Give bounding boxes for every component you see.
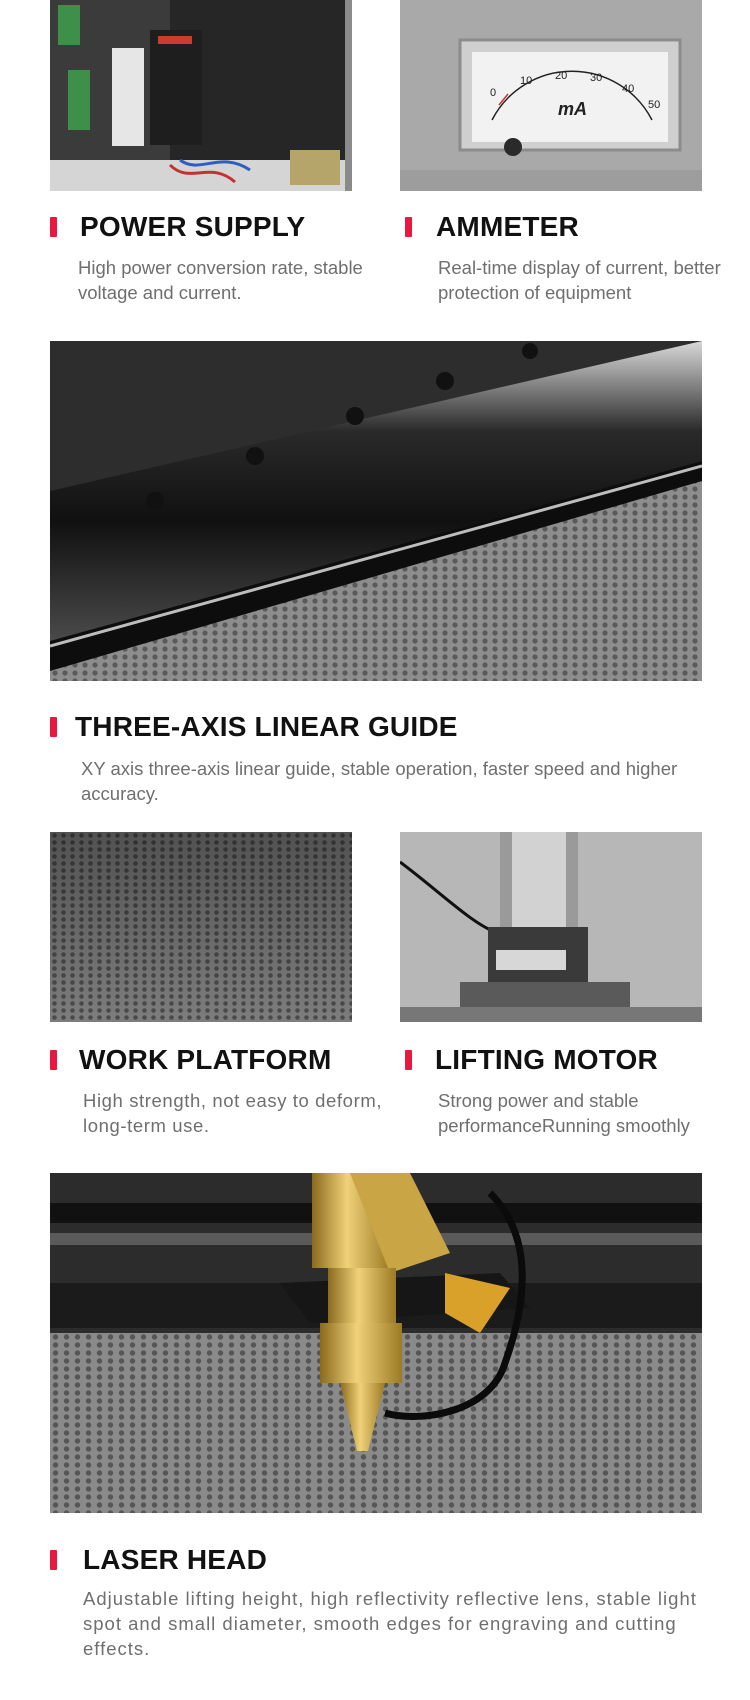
power-supply-title: POWER SUPPLY: [80, 211, 306, 242]
power-supply-photo: [50, 0, 352, 191]
laser-head-heading: [50, 1546, 267, 1574]
lifting-motor-description: Strong power and stable performanceRunning smoothly: [438, 1090, 690, 1136]
accent-bar: [50, 717, 57, 737]
accent-bar: [50, 1550, 57, 1570]
ammeter-heading: [405, 213, 579, 241]
lifting-motor-photo: [400, 832, 702, 1022]
ammeter-tick-0: 0: [490, 87, 497, 99]
lifting-motor-title: LIFTING MOTOR: [435, 1044, 658, 1075]
accent-bar: [50, 217, 57, 237]
ammeter-tick-50: 50: [648, 99, 661, 111]
power-supply-description: High power conversion rate, stable voltage and current.: [78, 257, 363, 303]
ammeter-tick-20: 20: [555, 70, 568, 82]
work-platform-title: WORK PLATFORM: [79, 1044, 332, 1075]
work-platform-photo: [50, 832, 352, 1022]
ammeter-tick-30: 30: [590, 72, 603, 84]
laser-head-photo: [50, 1173, 702, 1513]
ammeter-unit-label: mA: [558, 99, 588, 119]
ammeter-photo: [400, 0, 702, 191]
laser-head-description: Adjustable lifting height, high reflectivity reflective lens, stable light spot and small diameter, smooth edges for engraving and cutting effects.: [83, 1588, 697, 1659]
accent-bar: [405, 217, 412, 237]
lifting-motor-heading: [405, 1046, 658, 1074]
ammeter-title: AMMETER: [436, 211, 579, 242]
linear-guide-title: THREE-AXIS LINEAR GUIDE: [75, 711, 458, 742]
accent-bar: [50, 1050, 57, 1070]
work-platform-description: High strength, not easy to deform, long-term use.: [83, 1090, 383, 1136]
power-supply-heading: [50, 213, 305, 241]
linear-guide-heading: [50, 713, 458, 741]
accent-bar: [405, 1050, 412, 1070]
ammeter-tick-40: 40: [622, 83, 635, 95]
linear-guide-description: XY axis three-axis linear guide, stable operation, faster speed and higher accuracy.: [81, 758, 678, 804]
work-platform-heading: [50, 1046, 331, 1074]
ammeter-description: Real-time display of current, better protection of equipment: [438, 257, 721, 303]
linear-guide-photo: [50, 341, 702, 681]
laser-head-title: LASER HEAD: [83, 1544, 268, 1575]
ammeter-tick-10: 10: [520, 75, 533, 87]
